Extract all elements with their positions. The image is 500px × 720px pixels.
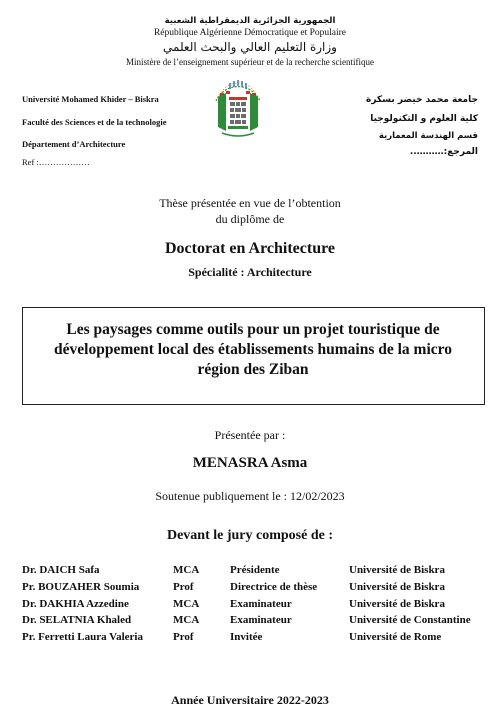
university-name-fr: Université Mohamed Khider – Biskra (22, 94, 159, 104)
jury-member-university: Université de Rome (349, 631, 442, 643)
jury-member-grade: MCA (173, 564, 200, 576)
header-french-republic: République Algérienne Démocratique et Populaire (153, 28, 347, 38)
speciality: Spécialité : Architecture (188, 265, 312, 279)
jury-member-role: Examinateur (230, 598, 292, 610)
jury-heading: Devant le jury composé de : (166, 528, 334, 543)
jury-row (0, 598, 500, 614)
jury-member-name: Dr. DAKHIA Azzedine (22, 598, 129, 610)
intro-line-2: du diplôme de (215, 212, 285, 226)
jury-member-university: Université de Biskra (349, 581, 445, 593)
header-arabic-republic: الجمهورية الجزائرية الديمقراطية الشعبية (164, 16, 336, 26)
thesis-title-box (22, 307, 485, 405)
jury-member-name: Dr. SELATNIA Khaled (22, 614, 132, 626)
reference-ar: المرجع:……….. (409, 147, 478, 157)
header-arabic-ministry: وزارة التعليم العالي والبحث العلمي (163, 40, 337, 54)
intro-line-1: Thèse présentée en vue de l’obtention (159, 196, 341, 210)
presented-by-label: Présentée par : (214, 428, 286, 442)
thesis-title-line: développement local des établissements humains de la micro (54, 341, 452, 358)
department-name-fr: Département d’Architecture (22, 139, 126, 149)
faculty-name-fr: Faculté des Sciences et de la technologie (22, 117, 167, 127)
jury-member-grade: Prof (173, 631, 194, 643)
jury-member-name: Pr. Ferretti Laura Valeria (22, 631, 143, 643)
jury-row (0, 581, 500, 597)
jury-member-university: Université de Constantine (349, 614, 471, 626)
jury-member-name: Dr. DAICH Safa (22, 564, 100, 576)
jury-row (0, 564, 500, 580)
thesis-title-line: région des Ziban (197, 361, 309, 378)
academic-year: Année Universitaire 2022-2023 (171, 693, 329, 707)
thesis-title-line: Les paysages comme outils pour un projet touristique de (66, 321, 440, 338)
jury-member-grade: MCA (173, 614, 200, 626)
reference-fr: Ref :……………… (22, 157, 90, 167)
university-emblem-icon (208, 75, 268, 139)
jury-member-role: Directrice de thèse (230, 581, 318, 593)
jury-member-name: Pr. BOUZAHER Soumia (22, 581, 140, 593)
jury-row (0, 631, 500, 647)
jury-member-role: Invitée (230, 631, 263, 643)
jury-member-university: Université de Biskra (349, 564, 445, 576)
faculty-name-ar: كلية العلوم و التكنولوجيا (370, 114, 478, 124)
jury-row (0, 614, 500, 630)
jury-member-role: Examinateur (230, 614, 292, 626)
jury-member-grade: Prof (173, 581, 194, 593)
jury-member-grade: MCA (173, 598, 200, 610)
jury-member-university: Université de Biskra (349, 598, 445, 610)
university-name-ar: جامعة محمد خيضر بسكرة (366, 95, 478, 105)
defense-date: Soutenue publiquement le : 12/02/2023 (155, 489, 345, 503)
degree-title: Doctorat en Architecture (164, 240, 335, 257)
header-french-ministry: Ministère de l’enseignement supérieur et de la recherche scientifique (126, 57, 374, 67)
thesis-title (23, 320, 483, 380)
author-name: MENASRA Asma (192, 455, 308, 471)
department-name-ar: قسم الهندسة المعمارية (378, 131, 478, 141)
jury-member-role: Présidente (230, 564, 280, 576)
